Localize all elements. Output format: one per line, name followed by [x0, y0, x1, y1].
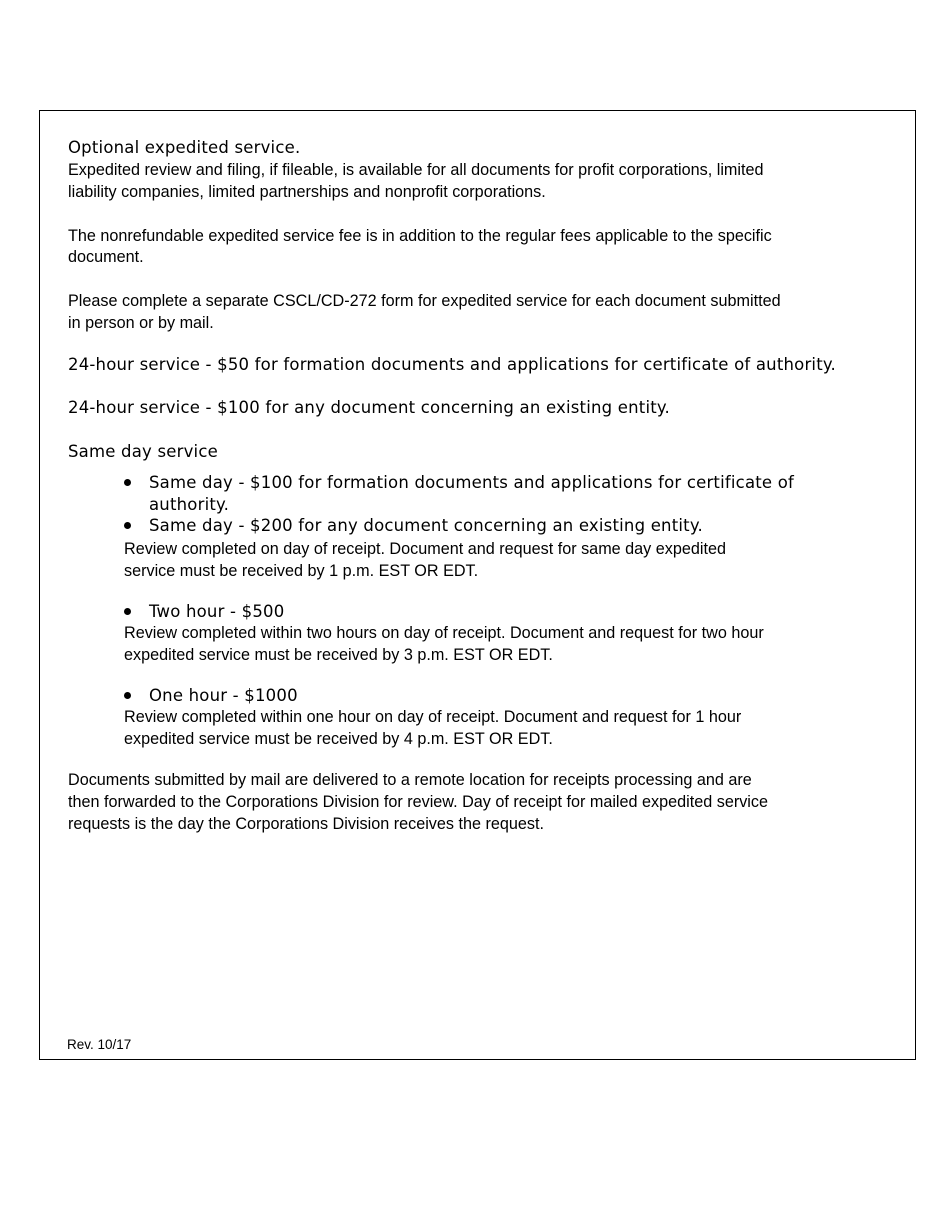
mail-note-line-1: Documents submitted by mail are delivered to a remote location for receipts processing and are	[68, 771, 752, 789]
form-note-line-1: Please complete a separate CSCL/CD-272 form for expedited service for each document submitted	[68, 292, 781, 310]
service-24h-existing: 24-hour service - $100 for any document concerning an existing entity.	[68, 398, 670, 417]
list-item-text: Two hour - $500	[149, 602, 285, 621]
same-day-desc-line-1: Review completed on day of receipt. Document and request for same day expedited	[124, 540, 726, 558]
two-hour-desc-line-1: Review completed within two hours on day of receipt. Document and request for two hour	[124, 624, 764, 642]
list-item-text: Same day - $200 for any document concerning an existing entity.	[149, 516, 703, 535]
list-item-text: authority.	[149, 495, 230, 514]
bullet-icon	[124, 608, 131, 615]
fee-note-line-2: document.	[68, 248, 144, 266]
same-day-heading: Same day service	[68, 442, 218, 461]
section-heading: Optional expedited service.	[68, 138, 301, 157]
list-item-text: One hour - $1000	[149, 686, 298, 705]
bullet-icon	[124, 692, 131, 699]
intro-line-2: liability companies, limited partnerships and nonprofit corporations.	[68, 183, 546, 201]
document-frame	[39, 110, 916, 1060]
fee-note-line-1: The nonrefundable expedited service fee is in addition to the regular fees applicable to the specific	[68, 227, 772, 245]
same-day-desc-line-2: service must be received by 1 p.m. EST OR EDT.	[124, 562, 479, 580]
service-24h-formation: 24-hour service - $50 for formation documents and applications for certificate of authority.	[68, 355, 836, 374]
two-hour-desc-line-2: expedited service must be received by 3 p.m. EST OR EDT.	[124, 646, 553, 664]
form-note-line-2: in person or by mail.	[68, 314, 214, 332]
list-item-text: Same day - $100 for formation documents and applications for certificate of	[149, 473, 795, 492]
one-hour-desc-line-2: expedited service must be received by 4 p.m. EST OR EDT.	[124, 730, 553, 748]
one-hour-desc-line-1: Review completed within one hour on day of receipt. Document and request for 1 hour	[124, 708, 742, 726]
bullet-icon	[124, 479, 131, 486]
revision-label: Rev. 10/17	[67, 1037, 132, 1052]
mail-note-line-2: then forwarded to the Corporations Division for review. Day of receipt for mailed expedited service	[68, 793, 768, 811]
mail-note-line-3: requests is the day the Corporations Division receives the request.	[68, 815, 544, 833]
bullet-icon	[124, 522, 131, 529]
intro-line-1: Expedited review and filing, if fileable, is available for all documents for profit corporations, limited	[68, 161, 764, 179]
